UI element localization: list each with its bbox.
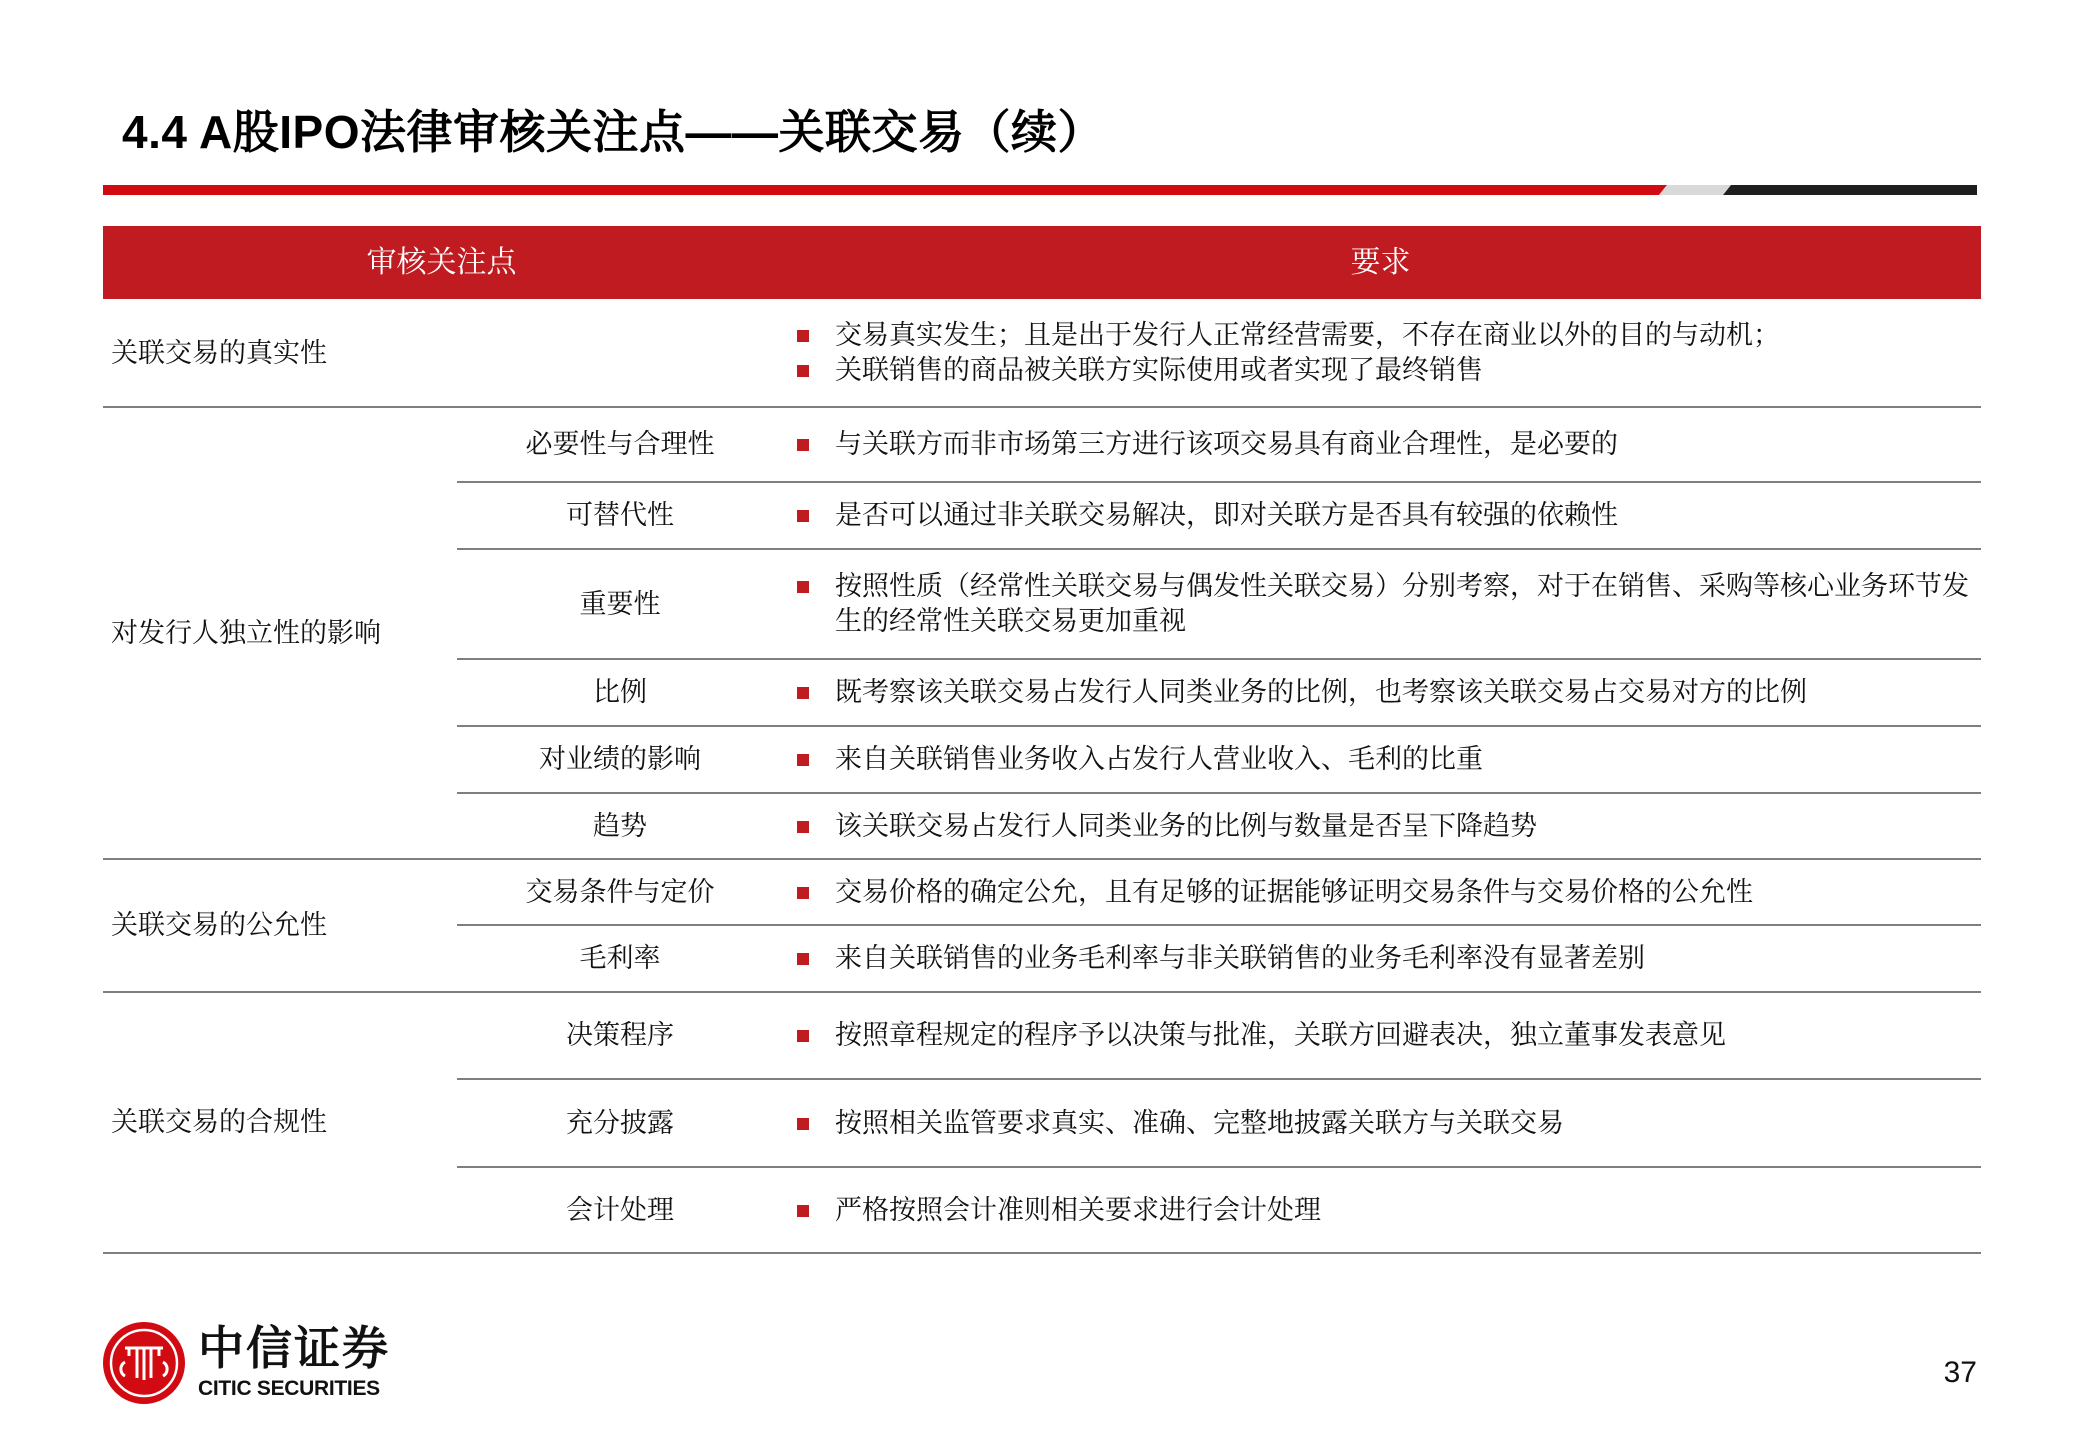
requirement-item: 关联销售的商品被关联方实际使用或者实现了最终销售 (797, 353, 1483, 388)
requirement-item: 来自关联销售的业务毛利率与非关联销售的业务毛利率没有显著差别 (797, 941, 1645, 976)
sub-label-performance-impact: 对业绩的影响 (539, 744, 701, 775)
citic-logo-icon (103, 1322, 185, 1404)
logo-chinese-name: 中信证券 (198, 1321, 390, 1375)
sub-label-necessity: 必要性与合理性 (525, 429, 715, 460)
sub-label-importance: 重要性 (579, 588, 661, 620)
requirement-item: 按照章程规定的程序予以决策与批准，关联方回避表决，独立董事发表意见 (797, 1018, 1726, 1053)
sub-label-gross-margin: 毛利率 (579, 943, 661, 974)
title-rule-red (103, 185, 1667, 195)
requirement-item: 既考察该关联交易占发行人同类业务的比例，也考察该关联交易占交易对方的比例 (797, 675, 1807, 710)
requirement-cell (797, 992, 1977, 1079)
requirement-cell (797, 726, 1977, 793)
citic-logo (103, 1320, 403, 1408)
square-bullet-icon (797, 365, 809, 377)
title-rule-dark (1723, 185, 1977, 195)
sub-label-terms-pricing: 交易条件与定价 (525, 876, 715, 908)
sub-label-ratio: 比例 (593, 677, 647, 708)
logo-english-name: CITIC SECURITIES (198, 1377, 380, 1400)
requirement-item: 交易真实发生；且是出于发行人正常经营需要，不存在商业以外的目的与动机； (797, 318, 1780, 353)
header-review-points: 审核关注点 (366, 245, 517, 280)
sub-label-disclosure: 充分披露 (566, 1107, 674, 1139)
requirement-cell (797, 482, 1977, 549)
requirement-cell (797, 299, 1977, 407)
square-bullet-icon (797, 1205, 809, 1217)
group-label-authenticity: 关联交易的真实性 (111, 337, 327, 369)
requirement-item: 按照性质（经常性关联交易与偶发性关联交易）分别考察，对于在销售、采购等核心业务环节发生的经常性关联交易更加重视 (797, 569, 1977, 639)
requirement-cell (797, 793, 1977, 859)
requirement-cell (797, 407, 1977, 482)
sub-label-accounting: 会计处理 (566, 1194, 674, 1226)
sub-label-trend: 趋势 (593, 810, 647, 842)
square-bullet-icon (797, 330, 809, 342)
square-bullet-icon (797, 581, 809, 593)
group-label-compliance: 关联交易的合规性 (111, 1107, 327, 1138)
square-bullet-icon (797, 887, 809, 899)
requirement-item: 该关联交易占发行人同类业务的比例与数量是否呈下降趋势 (797, 809, 1537, 844)
requirement-cell (797, 659, 1977, 726)
requirement-cell (797, 925, 1977, 992)
requirement-item: 按照相关监管要求真实、准确、完整地披露关联方与关联交易 (797, 1106, 1564, 1141)
header-requirements: 要求 (1350, 245, 1411, 280)
square-bullet-icon (797, 754, 809, 766)
sub-label-decision-procedure: 决策程序 (566, 1020, 674, 1051)
square-bullet-icon (797, 1030, 809, 1042)
square-bullet-icon (797, 1118, 809, 1130)
requirement-cell (797, 1079, 1977, 1167)
square-bullet-icon (797, 953, 809, 965)
requirement-cell (797, 859, 1977, 925)
requirement-item: 来自关联销售业务收入占发行人营业收入、毛利的比重 (797, 742, 1483, 777)
sub-label-substitutability: 可替代性 (566, 500, 674, 531)
requirement-item: 是否可以通过非关联交易解决，即对关联方是否具有较强的依赖性 (797, 498, 1618, 533)
table-header (103, 226, 1981, 299)
row-divider (103, 1252, 1981, 1254)
group-label-independence: 对发行人独立性的影响 (111, 617, 381, 649)
group-label-fairness: 关联交易的公允性 (111, 910, 327, 941)
requirement-item: 严格按照会计准则相关要求进行会计处理 (797, 1193, 1321, 1228)
square-bullet-icon (797, 687, 809, 699)
requirement-item: 与关联方而非市场第三方进行该项交易具有商业合理性，是必要的 (797, 427, 1618, 462)
requirement-cell (797, 1167, 1977, 1253)
square-bullet-icon (797, 439, 809, 451)
requirement-item: 交易价格的确定公允，且有足够的证据能够证明交易条件与交易价格的公允性 (797, 875, 1753, 910)
requirement-cell (797, 549, 1977, 659)
title-rule-gray (1659, 185, 1731, 195)
page-number: 37 (1943, 1356, 1977, 1389)
square-bullet-icon (797, 821, 809, 833)
square-bullet-icon (797, 510, 809, 522)
page-title: 4.4 A股IPO法律审核关注点——关联交易（续） (122, 106, 1104, 158)
